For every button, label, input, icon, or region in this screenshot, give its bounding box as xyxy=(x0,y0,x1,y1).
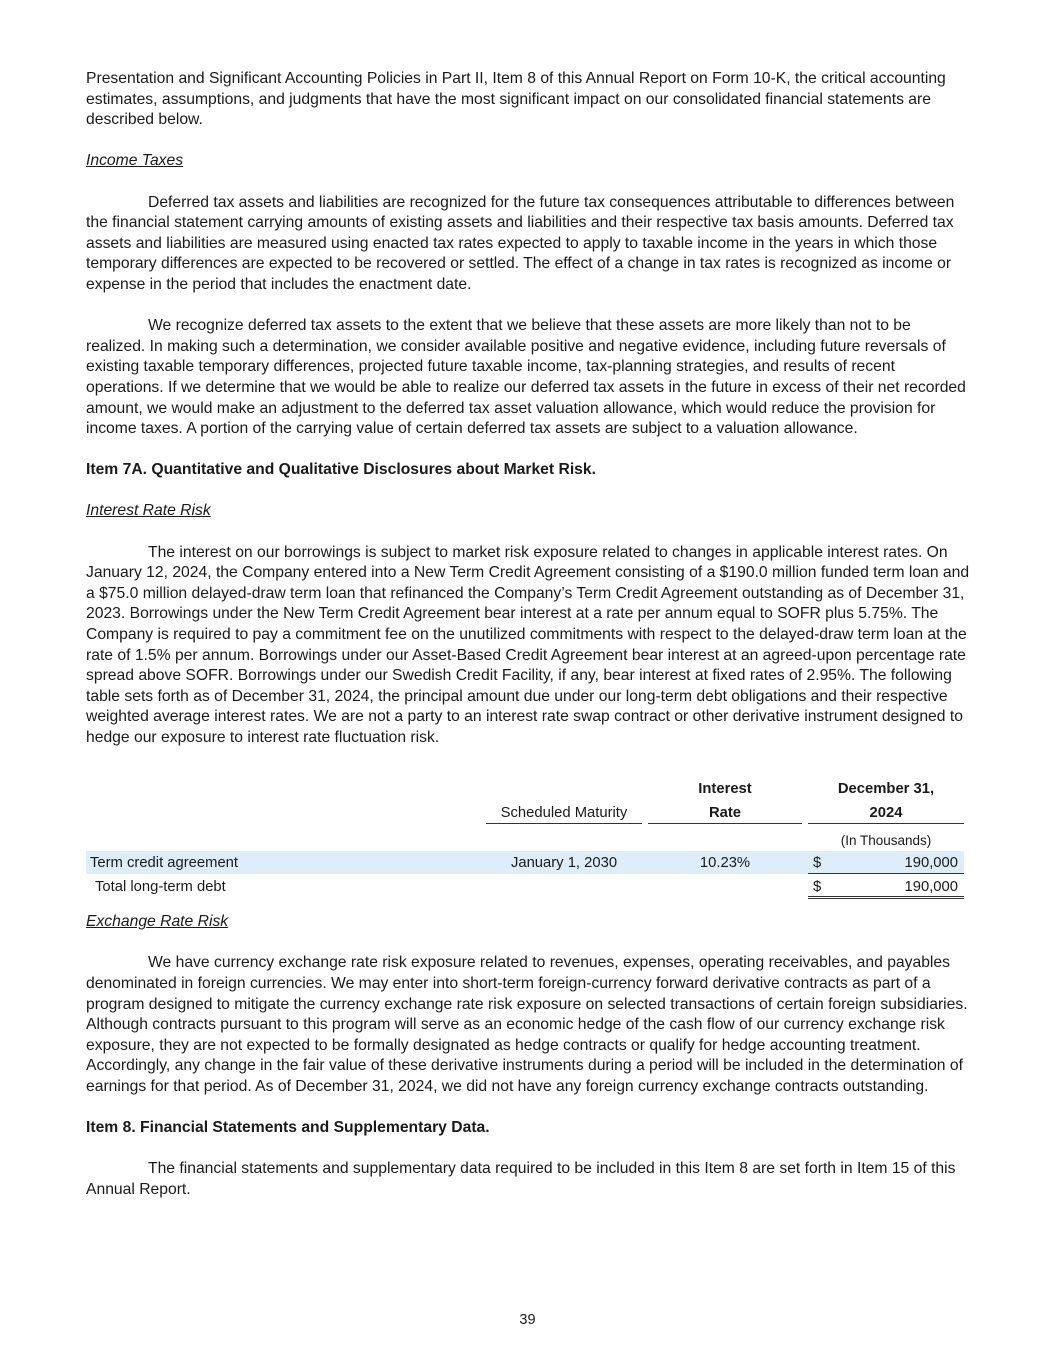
total-double-rule xyxy=(808,896,964,899)
interest-rate-risk-heading: Interest Rate Risk xyxy=(86,502,211,520)
item-8-paragraph: The financial statements and supplementary data required to be included in this Item 8 are set forth in Item 15 of this Annual Report. xyxy=(86,1160,956,1198)
income-taxes-paragraph-2: We recognize deferred tax assets to the extent that we believe that these assets are more likely than not to be realized. In making such a determination, we consider available positive and negative evidence, including future reversals of existing taxable temporary differences, projected future taxable income, tax-planning strategies, and results of recent operations. If we determine that we would be able to realize our deferred tax assets in the future in excess of their net recorded amount, we would make an adjustment to the deferred tax asset valuation allowance, which would reduce the provision for income taxes. A portion of the carrying value of certain deferred tax assets are subject to a valuation allowance. xyxy=(86,317,966,438)
header-year: 2024 xyxy=(869,805,903,822)
exchange-rate-risk-paragraph: We have currency exchange rate risk exposure related to revenues, expenses, operating receivables, and payables denominated in foreign currencies. We may enter into short-term foreign-currency forward derivative contracts as part of a program designed to mitigate the currency exchange rate risk exposure on selected transactions of certain foreign subsidiaries. Although contracts pursuant to this program will serve as an economic hedge of the cash flow of our currency exchange risk exposure, they are not expected to be formally designated as hedge contracts or qualify for hedge accounting treatment. Accordingly, any change in the fair value of these derivative instruments during a period will be included in the determination of earnings for that period. As of December 31, 2024, we did not have any foreign currency exchange contracts outstanding. xyxy=(86,954,968,1095)
income-taxes-heading: Income Taxes xyxy=(86,152,184,170)
row-term-credit-currency: $ xyxy=(813,855,822,872)
row-total-label: Total long-term debt xyxy=(95,879,226,896)
document-page xyxy=(86,69,970,1201)
row-total-currency: $ xyxy=(813,879,822,896)
row-rule xyxy=(808,873,964,874)
header-rule-rate xyxy=(648,823,802,824)
units-label: (In Thousands) xyxy=(840,833,932,849)
page-number: 39 xyxy=(519,1312,536,1328)
intro-paragraph: Presentation and Significant Accounting Policies in Part II, Item 8 of this Annual Report on Form 10-K, the critical accounting estimates, assumptions, and judgments that have the most significant impact on our consolidated financial statements are described below. xyxy=(86,70,946,129)
header-rate: Rate xyxy=(708,805,742,822)
header-rule-december xyxy=(808,823,964,824)
item-8-heading: Item 8. Financial Statements and Supplementary Data. xyxy=(86,1119,490,1137)
header-rule-maturity xyxy=(486,823,642,824)
row-term-credit-amount: 190,000 xyxy=(904,855,958,872)
income-taxes-paragraph-1: Deferred tax assets and liabilities are recognized for the future tax consequences attributable to differences between the financial statement carrying amounts of existing assets and liabilities and their respective tax basis amounts. Deferred tax assets and liabilities are measured using enacted tax rates expected to apply to taxable income in the years in which those temporary differences are expected to be recovered or settled. The effect of a change in tax rates is recognized as income or expense in the period that includes the enactment date. xyxy=(86,193,955,293)
item-7a-heading: Item 7A. Quantitative and Qualitative Disclosures about Market Risk. xyxy=(86,461,596,479)
header-scheduled-maturity: Scheduled Maturity xyxy=(500,805,628,822)
interest-rate-risk-paragraph: The interest on our borrowings is subject to market risk exposure related to changes in applicable interest rates. On January 12, 2024, the Company entered into a New Term Credit Agreement consisting of a $190.0 million funded term loan and a $75.0 million delayed-draw term loan that refinanced the Company’s Term Credit Agreement outstanding as of December 31, 2023. Borrowings under the New Term Credit Agreement bear interest at a rate per annum equal to SOFR plus 5.75%. The Company is required to pay a commitment fee on the unutilized commitments with respect to the delayed-draw term loan at the rate of 1.5% per annum. Borrowings under our Asset-Based Credit Agreement bear interest at an agreed-upon percentage rate spread above SOFR. Borrowings under our Swedish Credit Facility, if any, bear interest at fixed rates of 2.95%. The following table sets forth as of December 31, 2024, the principal amount due under our long-term debt obligations and their respective weighted average interest rates. We are not a party to an interest rate swap contract or other derivative instrument designed to hedge our exposure to interest rate fluctuation risk. xyxy=(86,543,970,746)
row-term-credit-maturity: January 1, 2030 xyxy=(510,855,618,872)
header-interest: Interest xyxy=(698,781,752,798)
long-term-debt-table xyxy=(86,769,970,894)
exchange-rate-risk-heading: Exchange Rate Risk xyxy=(86,913,229,931)
header-december: December 31, xyxy=(837,781,935,798)
row-term-credit-rate: 10.23% xyxy=(699,855,751,872)
row-total-amount: 190,000 xyxy=(904,879,958,896)
row-term-credit-label: Term credit agreement xyxy=(90,855,239,872)
